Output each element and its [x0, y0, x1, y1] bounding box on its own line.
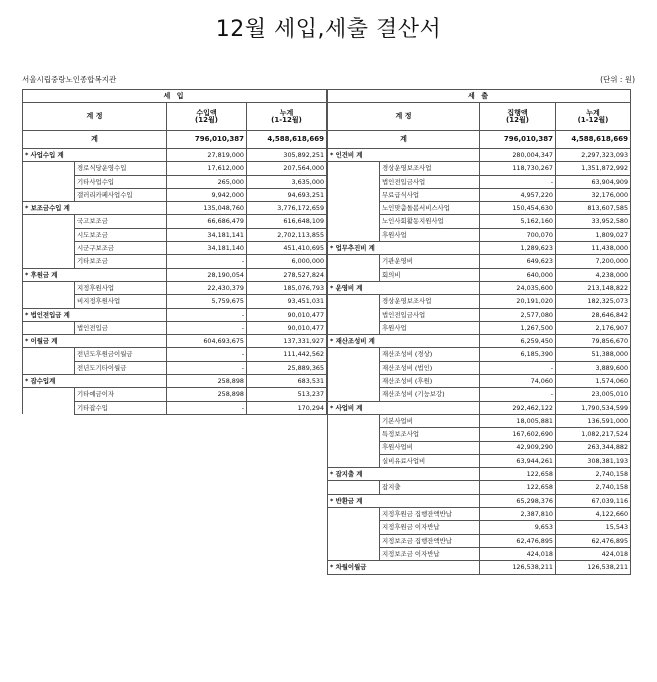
- row-month-value: -: [167, 255, 247, 268]
- row-cum-value: 62,476,895: [556, 534, 631, 547]
- row-cum-value: 32,176,000: [556, 188, 631, 201]
- table-row: [328, 175, 631, 188]
- category-row: [328, 468, 631, 481]
- row-label: 후원사업: [380, 228, 480, 241]
- row-indent: [328, 268, 380, 281]
- income-table: [22, 89, 327, 415]
- row-cum-value: 424,018: [556, 547, 631, 560]
- row-cum-value: 90,010,477: [247, 308, 327, 321]
- table-row: [328, 361, 631, 374]
- row-month-value: 280,004,347: [480, 149, 556, 162]
- row-cum-value: 1,790,534,599: [556, 401, 631, 414]
- row-label: 기타사업수입: [75, 175, 167, 188]
- row-cum-value: 1,082,217,524: [556, 428, 631, 441]
- category-row: [23, 149, 327, 162]
- category-row: [328, 401, 631, 414]
- row-month-value: -: [167, 348, 247, 361]
- row-month-value: -: [480, 388, 556, 401]
- row-month-value: -: [167, 308, 247, 321]
- row-indent: [328, 454, 380, 467]
- table-row: [328, 268, 631, 281]
- row-month-value: 63,944,261: [480, 454, 556, 467]
- expense-col-cum: 누계 (1-12월): [556, 103, 631, 131]
- row-month-value: -: [167, 321, 247, 334]
- expense-col-item: 계 정: [328, 103, 480, 131]
- table-row: [328, 414, 631, 427]
- row-cum-value: 136,591,000: [556, 414, 631, 427]
- row-label: 후원사업: [380, 321, 480, 334]
- table-row: [23, 321, 327, 334]
- row-label: 법인전입금사업: [380, 175, 480, 188]
- row-month-value: 167,602,690: [480, 428, 556, 441]
- row-cum-value: 683,531: [247, 375, 327, 388]
- table-row: [328, 428, 631, 441]
- row-month-value: 34,181,140: [167, 242, 247, 255]
- table-row: [23, 388, 327, 401]
- category-row: [328, 149, 631, 162]
- row-label: * 잡수입계: [23, 375, 167, 388]
- row-label: 재산조성비 (후원): [380, 375, 480, 388]
- row-label: * 운영비 계: [328, 281, 480, 294]
- row-month-value: 118,730,267: [480, 162, 556, 175]
- row-cum-value: 1,809,027: [556, 228, 631, 241]
- row-month-value: 2,577,080: [480, 308, 556, 321]
- row-cum-value: 7,200,000: [556, 255, 631, 268]
- row-label: 실비유료사업비: [380, 454, 480, 467]
- row-cum-value: 3,889,600: [556, 361, 631, 374]
- income-col-month: 수입액 (12월): [167, 103, 247, 131]
- row-month-value: 22,430,379: [167, 281, 247, 294]
- row-indent: [23, 175, 75, 188]
- row-label: * 사업비 계: [328, 401, 480, 414]
- table-row: [328, 441, 631, 454]
- row-indent: [23, 388, 75, 401]
- table-row: [23, 242, 327, 255]
- row-indent: [328, 215, 380, 228]
- table-row: [328, 454, 631, 467]
- category-row: [23, 335, 327, 348]
- row-label: 법인전입금: [75, 321, 167, 334]
- row-indent: [23, 215, 75, 228]
- row-cum-value: 2,176,907: [556, 321, 631, 334]
- row-label: * 법인전입금 계: [23, 308, 167, 321]
- expense-header: 세 출: [328, 90, 631, 103]
- row-month-value: 42,909,290: [480, 441, 556, 454]
- income-total-label: 계: [23, 131, 167, 149]
- row-cum-value: 213,148,822: [556, 281, 631, 294]
- row-indent: [328, 361, 380, 374]
- row-cum-value: 185,076,793: [247, 281, 327, 294]
- row-cum-value: 308,381,193: [556, 454, 631, 467]
- category-row: [23, 202, 327, 215]
- expense-rows: [328, 149, 631, 575]
- row-month-value: 1,289,623: [480, 242, 556, 255]
- row-label: * 이월금 계: [23, 335, 167, 348]
- row-month-value: 649,623: [480, 255, 556, 268]
- income-col-item: 계 정: [23, 103, 167, 131]
- row-indent: [328, 414, 380, 427]
- table-row: [328, 481, 631, 494]
- row-label: 경로식당운영수입: [75, 162, 167, 175]
- row-label: 경상운영보조사업: [380, 162, 480, 175]
- row-cum-value: 278,527,824: [247, 268, 327, 281]
- row-month-value: 135,048,760: [167, 202, 247, 215]
- row-label: 재산조성비 (법인): [380, 361, 480, 374]
- table-row: [328, 547, 631, 560]
- table-row: [23, 295, 327, 308]
- income-total-month: 796,010,387: [167, 131, 247, 149]
- table-row: [328, 308, 631, 321]
- category-row: [328, 494, 631, 507]
- row-month-value: 126,538,211: [480, 561, 556, 574]
- row-label: 지정후원사업: [75, 281, 167, 294]
- row-indent: [23, 361, 75, 374]
- row-cum-value: 451,410,695: [247, 242, 327, 255]
- row-cum-value: 813,607,585: [556, 202, 631, 215]
- row-label: 국고보조금: [75, 215, 167, 228]
- table-row: [23, 188, 327, 201]
- row-month-value: 66,686,479: [167, 215, 247, 228]
- income-header: 세 입: [23, 90, 327, 103]
- row-indent: [23, 321, 75, 334]
- row-cum-value: 23,005,010: [556, 388, 631, 401]
- row-label: 회의비: [380, 268, 480, 281]
- row-cum-value: 63,904,909: [556, 175, 631, 188]
- row-label: 재산조성비 (기능보강): [380, 388, 480, 401]
- table-row: [328, 508, 631, 521]
- row-month-value: 5,162,160: [480, 215, 556, 228]
- table-row: [23, 162, 327, 175]
- row-month-value: 424,018: [480, 547, 556, 560]
- row-label: 지정보조금 이자반납: [380, 547, 480, 560]
- row-label: 잡지출: [380, 481, 480, 494]
- row-month-value: 258,898: [167, 375, 247, 388]
- row-cum-value: 513,237: [247, 388, 327, 401]
- table-row: [23, 361, 327, 374]
- row-cum-value: 1,351,872,992: [556, 162, 631, 175]
- row-month-value: 258,898: [167, 388, 247, 401]
- row-indent: [328, 441, 380, 454]
- table-row: [328, 321, 631, 334]
- income-rows: [23, 149, 327, 415]
- table-row: [328, 188, 631, 201]
- expense-total-cum: 4,588,618,669: [556, 131, 631, 149]
- row-indent: [328, 388, 380, 401]
- row-cum-value: 137,331,927: [247, 335, 327, 348]
- row-cum-value: 90,010,477: [247, 321, 327, 334]
- row-month-value: -: [480, 361, 556, 374]
- row-month-value: 5,759,675: [167, 295, 247, 308]
- row-cum-value: 207,564,000: [247, 162, 327, 175]
- row-cum-value: 3,776,172,659: [247, 202, 327, 215]
- row-indent: [328, 228, 380, 241]
- category-row: [328, 561, 631, 574]
- row-month-value: 640,000: [480, 268, 556, 281]
- row-cum-value: 305,892,251: [247, 149, 327, 162]
- row-month-value: 28,190,054: [167, 268, 247, 281]
- row-month-value: 9,942,000: [167, 188, 247, 201]
- row-cum-value: 2,702,113,855: [247, 228, 327, 241]
- row-indent: [328, 175, 380, 188]
- row-label: 기관운영비: [380, 255, 480, 268]
- table-row: [23, 281, 327, 294]
- row-label: * 보조금수입 계: [23, 202, 167, 215]
- organization-name: 서울시립중랑노인종합복지관: [22, 75, 117, 84]
- row-label: 갤러리카페사업수입: [75, 188, 167, 201]
- row-label: 지정후원금 이자반납: [380, 521, 480, 534]
- row-indent: [328, 547, 380, 560]
- row-cum-value: 67,039,116: [556, 494, 631, 507]
- row-label: 노인사회활동지원사업: [380, 215, 480, 228]
- unit-label: (단위 : 원): [600, 75, 635, 84]
- row-cum-value: 3,635,000: [247, 175, 327, 188]
- category-row: [328, 281, 631, 294]
- expense-col-month: 집행액 (12월): [480, 103, 556, 131]
- row-month-value: 4,957,220: [480, 188, 556, 201]
- row-label: 후원사업비: [380, 441, 480, 454]
- row-cum-value: 51,388,000: [556, 348, 631, 361]
- row-cum-value: 4,238,000: [556, 268, 631, 281]
- row-indent: [23, 188, 75, 201]
- row-month-value: -: [480, 175, 556, 188]
- row-indent: [328, 348, 380, 361]
- row-indent: [328, 521, 380, 534]
- row-label: 시도보조금: [75, 228, 167, 241]
- row-label: * 차월이월금: [328, 561, 480, 574]
- row-label: 기타잡수입: [75, 401, 167, 414]
- row-month-value: 74,060: [480, 375, 556, 388]
- table-row: [23, 401, 327, 414]
- row-month-value: 20,191,020: [480, 295, 556, 308]
- row-label: 전년도기타이월금: [75, 361, 167, 374]
- row-indent: [23, 295, 75, 308]
- row-label: 지정보조금 집행잔액반납: [380, 534, 480, 547]
- table-row: [328, 255, 631, 268]
- row-indent: [328, 508, 380, 521]
- row-month-value: -: [167, 401, 247, 414]
- table-row: [328, 375, 631, 388]
- expense-total-label: 계: [328, 131, 480, 149]
- row-label: 경상운영보조사업: [380, 295, 480, 308]
- row-label: * 반환금 계: [328, 494, 480, 507]
- row-indent: [23, 348, 75, 361]
- table-row: [328, 388, 631, 401]
- row-month-value: -: [167, 361, 247, 374]
- row-indent: [328, 162, 380, 175]
- table-row: [328, 348, 631, 361]
- row-month-value: 65,298,376: [480, 494, 556, 507]
- row-cum-value: 2,740,158: [556, 481, 631, 494]
- row-cum-value: 6,000,000: [247, 255, 327, 268]
- table-row: [328, 202, 631, 215]
- row-label: 비지정후원사업: [75, 295, 167, 308]
- table-row: [23, 175, 327, 188]
- row-cum-value: 111,442,562: [247, 348, 327, 361]
- row-indent: [23, 242, 75, 255]
- row-label: 시군구보조금: [75, 242, 167, 255]
- table-row: [328, 534, 631, 547]
- table-row: [23, 215, 327, 228]
- income-total-cum: 4,588,618,669: [247, 131, 327, 149]
- row-month-value: 62,476,895: [480, 534, 556, 547]
- row-cum-value: 94,693,251: [247, 188, 327, 201]
- table-row: [23, 255, 327, 268]
- row-label: 전년도후원금이월금: [75, 348, 167, 361]
- row-label: 재산조성비 (경상): [380, 348, 480, 361]
- row-indent: [328, 295, 380, 308]
- expense-total-month: 796,010,387: [480, 131, 556, 149]
- row-label: * 재산조성비 계: [328, 335, 480, 348]
- row-indent: [328, 255, 380, 268]
- row-month-value: 2,387,810: [480, 508, 556, 521]
- table-row: [328, 228, 631, 241]
- row-month-value: 6,259,450: [480, 335, 556, 348]
- row-cum-value: 616,648,109: [247, 215, 327, 228]
- row-cum-value: 33,952,580: [556, 215, 631, 228]
- row-month-value: 700,070: [480, 228, 556, 241]
- row-label: 법인전입금사업: [380, 308, 480, 321]
- row-cum-value: 170,294: [247, 401, 327, 414]
- row-month-value: 265,000: [167, 175, 247, 188]
- category-row: [23, 268, 327, 281]
- row-label: * 후원금 계: [23, 268, 167, 281]
- row-label: 기타예금이자: [75, 388, 167, 401]
- row-cum-value: 1,574,060: [556, 375, 631, 388]
- row-month-value: 604,693,675: [167, 335, 247, 348]
- row-indent: [328, 375, 380, 388]
- table-row: [328, 215, 631, 228]
- row-cum-value: 79,856,670: [556, 335, 631, 348]
- row-cum-value: 15,543: [556, 521, 631, 534]
- row-cum-value: 25,889,365: [247, 361, 327, 374]
- row-month-value: 24,035,600: [480, 281, 556, 294]
- row-label: * 사업수입 계: [23, 149, 167, 162]
- row-cum-value: 182,325,073: [556, 295, 631, 308]
- row-label: 지정후원금 집행잔액반납: [380, 508, 480, 521]
- row-month-value: 122,658: [480, 481, 556, 494]
- row-cum-value: 263,344,882: [556, 441, 631, 454]
- row-label: 노인맞춤돌봄서비스사업: [380, 202, 480, 215]
- table-row: [23, 228, 327, 241]
- table-row: [328, 295, 631, 308]
- row-indent: [328, 202, 380, 215]
- page-title: 12월 세입,세출 결산서: [215, 17, 442, 42]
- row-label: 기타보조금: [75, 255, 167, 268]
- row-month-value: 6,185,390: [480, 348, 556, 361]
- row-indent: [328, 428, 380, 441]
- row-month-value: 150,454,630: [480, 202, 556, 215]
- row-cum-value: 93,451,031: [247, 295, 327, 308]
- row-label: 무료급식사업: [380, 188, 480, 201]
- row-indent: [328, 481, 380, 494]
- row-indent: [23, 228, 75, 241]
- row-month-value: 18,005,881: [480, 414, 556, 427]
- row-month-value: 34,181,141: [167, 228, 247, 241]
- expense-table: [327, 89, 631, 575]
- row-indent: [23, 281, 75, 294]
- row-month-value: 1,267,500: [480, 321, 556, 334]
- row-label: * 잡지출 계: [328, 468, 480, 481]
- row-cum-value: 2,740,158: [556, 468, 631, 481]
- category-row: [328, 335, 631, 348]
- row-label: * 인건비 계: [328, 149, 480, 162]
- category-row: [23, 308, 327, 321]
- row-indent: [23, 162, 75, 175]
- row-indent: [23, 255, 75, 268]
- row-indent: [23, 401, 75, 414]
- income-col-cum: 누계 (1-12월): [247, 103, 327, 131]
- row-month-value: 292,462,122: [480, 401, 556, 414]
- row-cum-value: 126,538,211: [556, 561, 631, 574]
- row-cum-value: 2,297,323,093: [556, 149, 631, 162]
- row-month-value: 122,658: [480, 468, 556, 481]
- row-cum-value: 28,646,842: [556, 308, 631, 321]
- row-cum-value: 11,438,000: [556, 242, 631, 255]
- table-row: [328, 162, 631, 175]
- row-label: * 업무추진비 계: [328, 242, 480, 255]
- row-indent: [328, 534, 380, 547]
- category-row: [23, 375, 327, 388]
- row-indent: [328, 321, 380, 334]
- row-label: 기본사업비: [380, 414, 480, 427]
- table-row: [23, 348, 327, 361]
- row-month-value: 17,612,000: [167, 162, 247, 175]
- category-row: [328, 242, 631, 255]
- row-label: 특정보조사업: [380, 428, 480, 441]
- row-month-value: 27,819,000: [167, 149, 247, 162]
- row-cum-value: 4,122,660: [556, 508, 631, 521]
- row-month-value: 9,653: [480, 521, 556, 534]
- row-indent: [328, 308, 380, 321]
- table-row: [328, 521, 631, 534]
- row-indent: [328, 188, 380, 201]
